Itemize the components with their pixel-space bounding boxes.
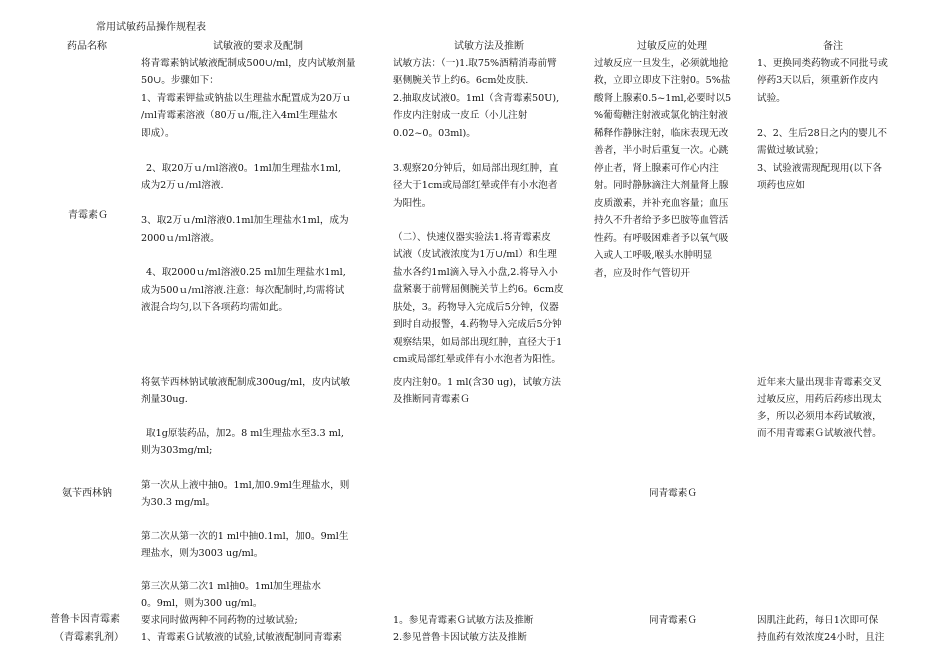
prep-line: 50∪。步骤如下： (141, 75, 219, 86)
header-treatment: 过敏反应的处理 (637, 41, 707, 52)
treatment-line: 入或人工呼吸,喉头水肿明显 (594, 250, 713, 261)
remark-line: 需做过敏试验； (757, 145, 825, 156)
method-line: 作皮内注射成一皮丘（小儿注射 (393, 110, 528, 121)
prep-line: 0。9ml，则为300 ug/ml。 (141, 598, 263, 609)
prep-line: 液混合均匀,以下各项药均需如此。 (141, 302, 288, 313)
remark-line: 3、试验液需现配现用(以下各 (757, 163, 882, 174)
method-line: 盐水各约1ml滴入导入小盘,2.将导入小 (393, 267, 558, 278)
prep-line: 取1g原装药品，加2。8 ml生理盐水至3.3 ml, (146, 428, 344, 439)
prep-line: 则为303mg/ml; (141, 445, 213, 456)
method-line: 试敏方法：（一)1.取75%酒精消毒前臂 (393, 58, 557, 69)
header-remarks: 备注 (823, 41, 843, 52)
prep-line: 剂量30ug. (141, 394, 188, 405)
prep-line: 要求同时做两种不同药物的过敏试验; (141, 615, 298, 626)
drug-name-procaine-alias: （青霉素乳剂） (54, 632, 124, 643)
treatment-line: %葡萄糖注射液或氯化钠注射液 (594, 110, 728, 121)
prep-line: /ｍl青霉素溶液（80万ｕ/瓶,注入4ml生理盐水 (141, 110, 338, 121)
treatment-line: 性药。有呼吸困难者予以氧气吸 (594, 233, 729, 244)
header-preparation: 试敏液的要求及配制 (213, 41, 303, 52)
method-line: 径大于1cm或局部红晕或伴有小水泡者 (393, 180, 558, 191)
method-line: 驱侧腕关节上约6。6cm处皮肤. (393, 75, 529, 86)
prep-line: 为30.3 mg/ml。 (141, 497, 216, 508)
method-line: 2.参见普鲁卡因试敏方法及推断 (393, 632, 527, 643)
prep-line: 成为500ｕ/ｍl溶液.注意：每次配制时,均需将试 (141, 285, 345, 296)
treatment-line: 皮质激素，并补充血容量；血压 (594, 198, 729, 209)
remark-line: 因肌注此药，每日1次即可保 (757, 615, 879, 626)
method-line: 0.02~0。03ml)。 (393, 128, 476, 139)
drug-name-ampicillin: 氨苄西林钠 (62, 488, 112, 499)
method-line: 1。参见青霉素Ｇ试敏方法及推断 (393, 615, 534, 626)
treatment-line: 稀释作静脉注射，临床表现无改 (594, 128, 729, 139)
method-line: 到时自动报警，4.药物导入完成后5分钟 (393, 319, 562, 330)
treatment-line: 救，立即立即皮下注射0。5%盐 (594, 75, 731, 86)
header-drug-name: 药品名称 (67, 41, 107, 52)
header-method: 试敏方法及推断 (454, 41, 524, 52)
method-line: 及推断同青霉素Ｇ (393, 394, 470, 405)
treatment-line: 过敏反应一旦发生，必须就地抢 (594, 58, 729, 69)
prep-line: 将氨苄西林钠试敏液配制成300ug/ml，皮内试敏 (141, 377, 351, 388)
treatment-procaine: 同青霉素Ｇ (649, 615, 697, 626)
treatment-line: 射。同时静脉滴注大剂量肾上腺 (594, 180, 729, 191)
prep-line: 2000ｕ/ｍl溶液。 (141, 233, 220, 244)
treatment-line: 停止者，肾上腺素可作心内注 (594, 163, 719, 174)
treatment-ampicillin: 同青霉素Ｇ (649, 488, 697, 499)
method-line: 盘紧裹于前臂屈侧腕关节上约6。6cm皮 (393, 284, 564, 295)
prep-line: 第一次从上液中抽0。1ml,加0.9ml生理盐水，则 (141, 480, 350, 491)
remark-line: 项药也应如 (757, 180, 805, 191)
remark-line: 1、更换同类药物或不同批号或 (757, 58, 888, 69)
prep-line: 成为2万ｕ/ｍl溶液. (141, 180, 224, 191)
treatment-line: 者，应及时作气管切开 (594, 268, 690, 279)
prep-line: 即成）。 (141, 128, 175, 139)
treatment-line: 酸肾上腺素0.5~1ml,必要时以5 (594, 93, 732, 104)
treatment-line: 持久不升者给予多巴胺等血管活 (594, 215, 729, 226)
method-line: 2.抽取皮试液0。1ml（含青霉素50U), (393, 93, 560, 104)
prep-line: 第二次从第一次的1 ml中抽0.1ml，加0。9ml生 (141, 531, 349, 542)
prep-line: 将青霉素钠试敏液配制成500∪/ml，皮内试敏剂量 (141, 58, 356, 69)
remark-line: 2、2、生后28日之内的婴儿不 (757, 128, 887, 139)
prep-line: 1、青霉素钾盐或钠盐以生理盐水配置成为20万ｕ (141, 93, 352, 104)
method-line: cm或局部红晕或伴有小水泡者为阳性。 (393, 354, 561, 365)
drug-name-procaine: 普鲁卡因青霉素 (50, 614, 120, 625)
method-line: 皮内注射0。1 ml(含30 ug)，试敏方法 (393, 377, 562, 388)
remark-line: 持血药有效浓度24小时，且注 (757, 632, 885, 643)
prep-line: 3、取2万ｕ/ml溶液0.1ml加生理盐水1ml，成为 (141, 215, 349, 226)
method-line: 观察结果，如局部出现红肿，直径大于1 (393, 337, 563, 348)
drug-name-penicillin: 青霉素Ｇ (68, 210, 108, 221)
method-line: 为阳性。 (393, 198, 432, 209)
remark-line: 多，所以必须用本药试敏液， (757, 411, 882, 422)
method-line: 肤处，3。药物导入完成后5分钟，仪器 (393, 302, 559, 313)
remark-line: 而不用青霉素Ｇ试敏液代替。 (757, 428, 882, 439)
treatment-line: 善者，半小时后重复一次。心跳 (594, 145, 729, 156)
remark-line: 近年来大量出现非青霉素交叉 (757, 377, 882, 388)
method-line: （二）、快速仪器实验法1.将青霉素皮 (393, 232, 551, 243)
prep-line: 1、青霉素Ｇ试敏液的试验,试敏液配制同青霉素 (141, 632, 343, 643)
prep-line: 4、取2000ｕ/ml溶液0.25 ml加生理盐水1ml, (146, 267, 346, 278)
method-line: 试液（皮试液浓度为1万∪/ml）和生理 (393, 249, 557, 260)
remark-line: 试验。 (757, 93, 786, 104)
page-title: 常用试敏药品操作规程表 (96, 22, 206, 33)
method-line: 3.观察20分钟后，如局部出现红肿，直 (393, 163, 559, 174)
prep-line: 第三次从第二次1 ml抽0。1ml加生理盐水 (141, 581, 322, 592)
remark-line: 停药3天以后，须重新作皮内 (757, 75, 879, 86)
remark-line: 过敏反应，用药后药疹出现太 (757, 394, 882, 405)
prep-line: 理盐水，则为3003 ug/ml。 (141, 548, 264, 559)
prep-line: 2、取20万ｕ/ｍl溶液0。1ml加生理盐水1ml, (146, 163, 342, 174)
